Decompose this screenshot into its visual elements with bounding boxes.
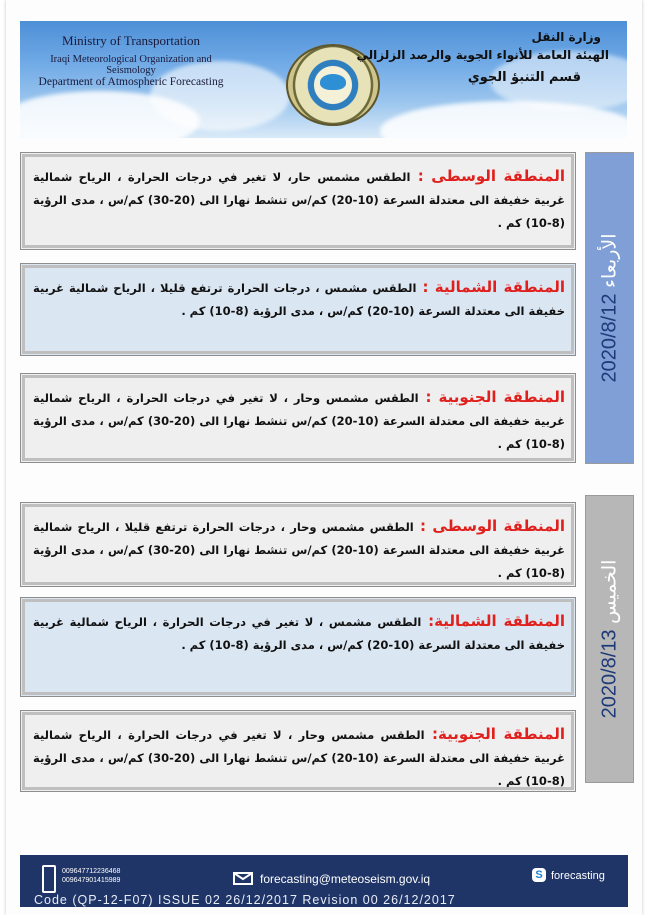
phone-numbers: [62, 867, 120, 885]
day-name: الأربعاء: [599, 233, 620, 288]
day-date: 2020/8/12: [598, 293, 620, 383]
department-name-en: Department of Atmospheric Forecasting: [38, 76, 224, 88]
envelope-icon: [233, 872, 253, 885]
ministry-name-en: Ministry of Transportation: [62, 33, 200, 48]
ministry-name-ar: وزارة النقل: [531, 30, 601, 44]
region-title: المنطقة الوسطى :: [417, 167, 565, 185]
phone-number: 009647712236468: [62, 868, 121, 875]
region-title: المنطقة الشمالية :: [422, 278, 565, 296]
region-forecast: الطقس مشمس وحار ، درجات الحرارة ترتفع قليلا ، الرياح شمالية غربية خفيفة الى معتدلة السرعة (10-20) كم/س تنشط نهارا الى (20-30) كم/س ، مدى الرؤية (8-10) كم .: [33, 520, 565, 580]
region-forecast: الطقس مشمس ، درجات الحرارة ترتفع قليلا ، الرياح شمالية غربية خفيفة الى معتدلة السرعة (10-20) كم/س ، مدى الرؤية (8-10) كم .: [33, 281, 565, 318]
region-forecast: الطقس مشمس وحار ، لا تغير في درجات الحرارة ، الرياح شمالية غربية خفيفة الى معتدلة السرعة (10-20) كم/س تنشط نهارا الى (20-30) كم/س ، مدى الرؤية (8-10) كم .: [33, 728, 565, 788]
mobile-phone-icon: [42, 865, 56, 893]
region-forecast: الطقس مشمس حار، لا تغير في درجات الحرارة ، الرياح شمالية غربية خفيفة الى معتدلة السرعة (10-20) كم/س تنشط نهارا الى (20-30) كم/س ، مدى الرؤية (8-10) كم .: [33, 170, 565, 230]
phone-number: 009647901415989: [62, 877, 121, 884]
document-code-line: Code (QP-12-F07) ISSUE 02 26/12/2017 Revision 00 26/12/2017: [34, 893, 456, 907]
region-title: المنطقة الجنوبية :: [425, 388, 565, 406]
footer-bar: [20, 855, 628, 907]
email-link[interactable]: forecasting@meteoseism.gov.iq: [260, 872, 431, 886]
day-name: الخميس: [599, 559, 620, 624]
region-box-central: [20, 502, 576, 587]
day-panel-2: [585, 495, 634, 783]
day-date-label: [598, 233, 621, 382]
day-date: 2020/8/13: [598, 629, 620, 719]
region-box-south: [20, 373, 576, 463]
header-banner: [20, 21, 627, 138]
skype-icon: S: [532, 868, 546, 882]
region-box-north: [20, 263, 576, 356]
region-forecast: الطقس مشمس وحار ، لا تغير في درجات الحرارة ، الرياح شمالية غربية خفيفة الى معتدلة السرعة (10-20) كم/س تنشط نهارا الى (20-30) كم/س ، مدى الرؤية (8-10) كم .: [33, 391, 565, 451]
skype-account[interactable]: forecasting: [551, 870, 605, 882]
day-date-label: [598, 560, 621, 719]
organization-name-en: Iraqi Meteorological Organization and Seismology: [50, 54, 212, 76]
organization-name-ar: الهيئة العامة للأنواء الجوية والرصد الزلزالي: [356, 48, 609, 62]
region-box-north: [20, 597, 576, 697]
region-title: المنطقة الشمالية:: [428, 612, 566, 630]
department-name-ar: قسم التنبؤ الجوي: [467, 70, 581, 85]
region-forecast: الطقس مشمس ، لا تغير في درجات الحرارة ، الرياح شمالية غربية خفيفة الى معتدلة السرعة (10-20) كم/س ، مدى الرؤية (8-10) كم .: [33, 615, 565, 652]
day-panel-1: [585, 152, 634, 464]
region-title: المنطقة الوسطى :: [420, 517, 565, 535]
region-box-south: [20, 710, 576, 792]
region-box-central: [20, 152, 576, 250]
region-title: المنطقة الجنوبية:: [431, 725, 565, 743]
